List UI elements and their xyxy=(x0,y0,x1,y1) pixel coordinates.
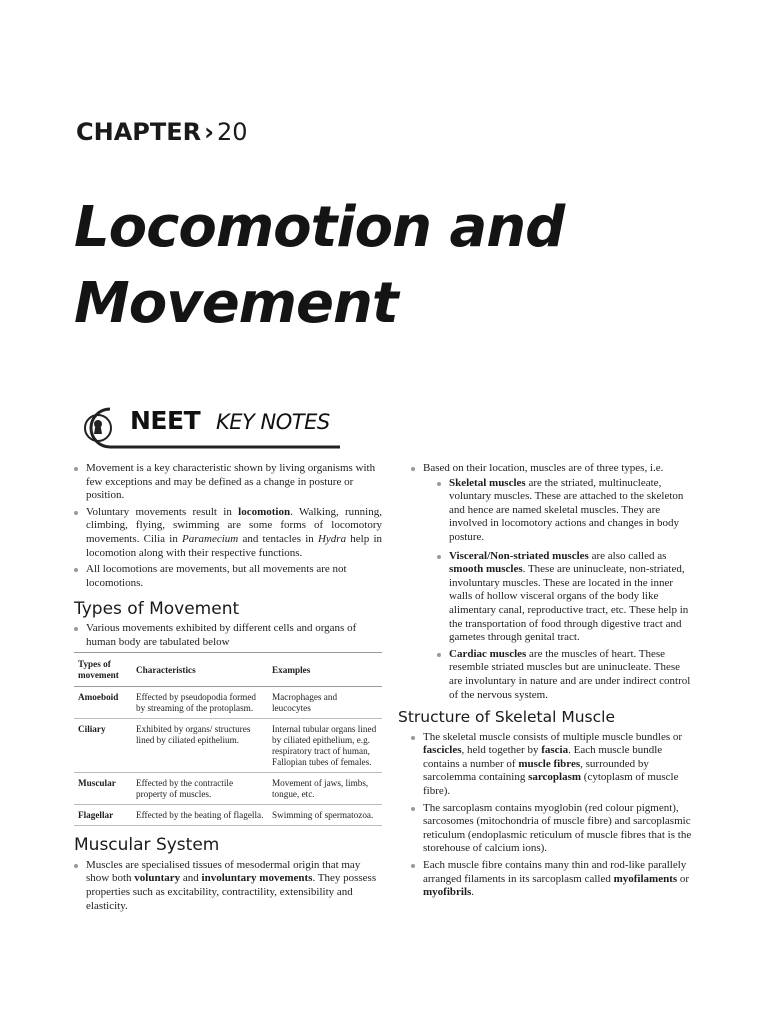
table-cell: Amoeboid xyxy=(78,692,119,703)
table-cell: Movement of jaws, limbs, tongue, etc. xyxy=(272,778,369,800)
chapter-number: 20 xyxy=(217,118,248,146)
chapter-word: CHAPTER xyxy=(76,118,202,146)
table-header: Examples xyxy=(272,664,311,675)
title-line-2: Movement xyxy=(74,271,398,336)
title-line-1: Locomotion and xyxy=(74,195,565,260)
bullet-muscle-types: Based on their location, muscles are of three types, i.e. Skeletal muscles are the striated, multinucleate, voluntary muscles. These are attached to the skeleton and hence are named skeletal muscles. They are involved in locomotory actions and changes in body posture. Visceral/Non-striated muscles are also called as smooth muscles. These are uninucleate, non-striated, involuntary muscles. These are located in the inner walls of hollow visceral organs of the body like alimentary canal, reproductive tract, etc. These help in the transportation of food through digestive tract and gametes through genital tract. Cardiac muscles are the muscles of heart. These resemble striated muscles but are uninucleate. These are involuntary in nature and are under indirect control of the nervous system. xyxy=(397,462,693,702)
table-cell: Ciliary xyxy=(78,724,106,735)
bullet-skeletal: Skeletal muscles are the striated, multinucleate, voluntary muscles. These are attached to the skeleton and hence are named skeletal muscles. They are involved in locomotory actions and changes in body posture. xyxy=(423,477,693,545)
bullet-sarcoplasm: The sarcoplasm contains myoglobin (red colour pigment), sarcosomes (mitochondria of muscle fibre) and sarcoplasmic reticulum (endoplasmic reticulum of muscle fibres that is the storehouse of calcium ions). xyxy=(397,802,693,856)
bullet-visceral: Visceral/Non-striated muscles are also called as smooth muscles. These are uninucleate, non-striated, involuntary muscles. These are located in the inner walls of hollow visceral organs of the body like alimentary canal, reproductive tract, etc. These help in the transportation of food through digestive tract and gametes through genital tract. xyxy=(423,550,693,645)
bullet-fascicles: The skeletal muscle consists of multiple muscle bundles or fascicles, held together by fascia. Each muscle bundle contains a number of muscle fibres, surrounded by sarcolemma containing sarcoplasm (cytoplasm of muscle fibre). xyxy=(397,731,693,799)
bullet-locomotions: All locomotions are movements, but all movements are not locomotions. xyxy=(60,563,382,590)
bullet-cardiac: Cardiac muscles are the muscles of heart. These resemble striated muscles but are uninucleate. These are involuntary in nature and are under indirect control of the nervous system. xyxy=(423,648,693,702)
chapter-label xyxy=(76,118,248,146)
left-column xyxy=(60,462,382,916)
table-cell: Flagellar xyxy=(78,810,114,821)
right-column xyxy=(397,462,693,903)
table-cell: Macrophages and leucocytes xyxy=(272,692,338,714)
table-cell: Internal tubular organs lined by ciliated epithelium, e.g. respiratory tract of human, Fallopian tubes of females. xyxy=(272,724,377,768)
bullet-movement: Movement is a key characteristic shown by living organisms with few exceptions and may be defined as a change in posture or position. xyxy=(60,462,382,503)
structure-heading: Structure of Skeletal Muscle xyxy=(398,708,615,727)
table-row xyxy=(74,687,382,719)
table-cell: Effected by the beating of flagella. xyxy=(136,810,264,821)
table-header: Types of movement xyxy=(78,659,119,681)
table-header-row xyxy=(74,653,382,687)
table-cell: Effected by the contractile property of muscles. xyxy=(136,778,234,800)
bullet-muscles: Muscles are specialised tissues of mesodermal origin that may show both voluntary and involuntary movements. They possess properties such as excitability, contractility, extensibility and elasticity. xyxy=(60,859,382,913)
table-header: Characteristics xyxy=(136,664,196,675)
table-cell: Exhibited by organs/ structures lined by ciliated epithelium. xyxy=(136,724,251,746)
chapter-arrow-icon: › xyxy=(204,118,214,146)
movement-table xyxy=(74,652,382,826)
table-row xyxy=(74,719,382,773)
page-title xyxy=(74,190,714,342)
muscular-system-heading: Muscular System xyxy=(74,835,220,856)
table-cell: Swimming of spermatozoa. xyxy=(272,810,374,821)
neet-key-notes-badge xyxy=(76,400,346,460)
bullet-myofilaments: Each muscle fibre contains many thin and rod-like parallely arranged filaments in its sarcoplasm called myofilaments or myofibrils. xyxy=(397,859,693,900)
neet-brand: NEET xyxy=(130,406,201,435)
key-notes-label: KEY NOTES xyxy=(216,410,330,434)
bullet-voluntary: Voluntary movements result in locomotion. Walking, running, climbing, flying, swimming are some forms of locomotory movements. Cilia in Paramecium and tentacles in Hydra help in locomotion along with their respective functions. xyxy=(60,506,382,560)
table-row xyxy=(74,805,382,826)
table-row xyxy=(74,773,382,805)
table-cell: Effected by pseudopodia formed by streaming of the protoplasm. xyxy=(136,692,256,714)
types-of-movement-heading: Types of Movement xyxy=(74,599,240,620)
table-cell: Muscular xyxy=(78,778,116,789)
bullet-types-intro: Various movements exhibited by different cells and organs of human body are tabulated below xyxy=(60,622,382,649)
